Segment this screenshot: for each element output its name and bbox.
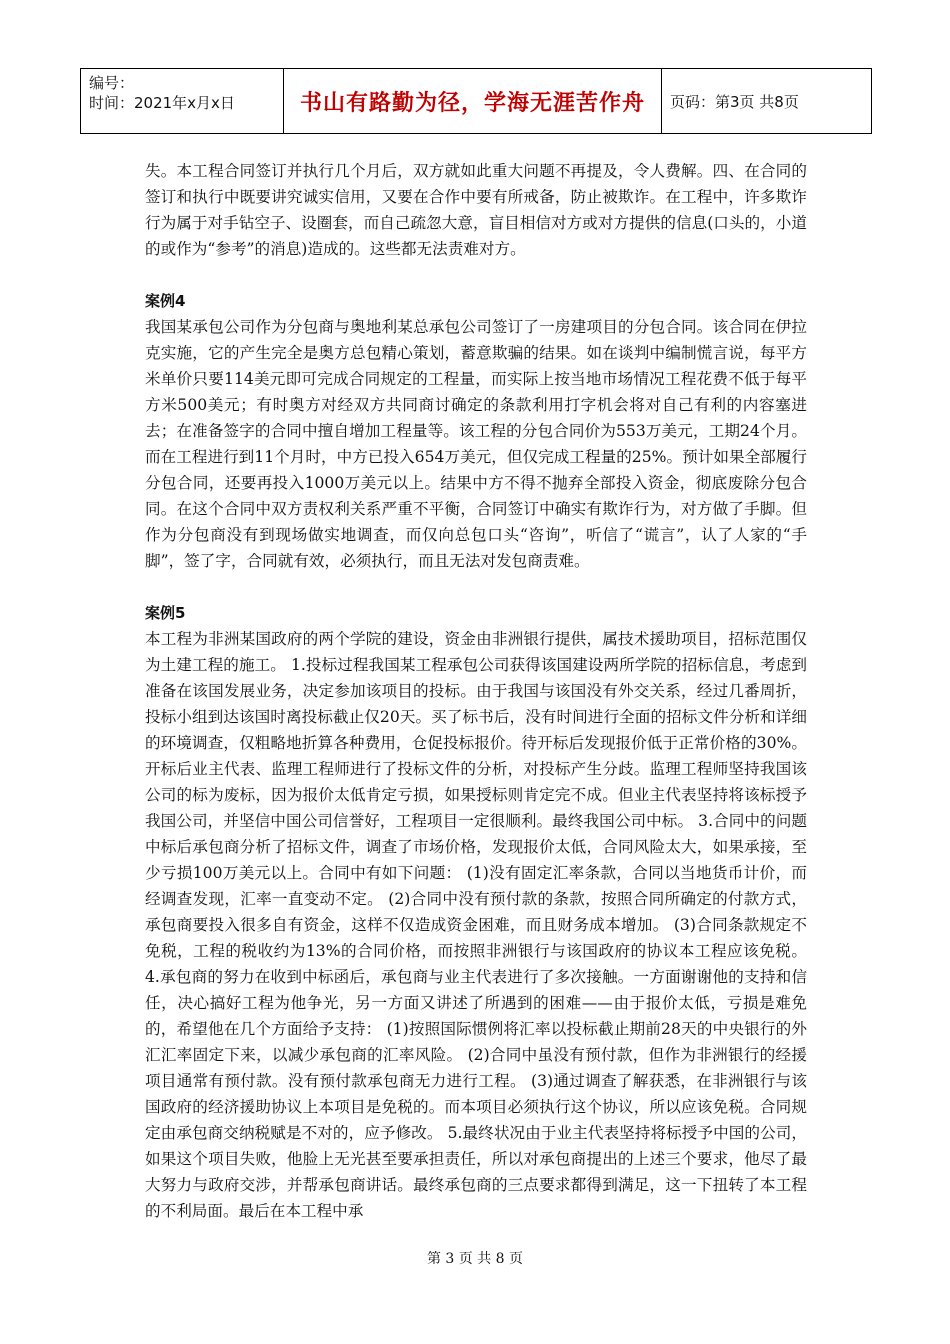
header-motto-cell <box>284 69 662 133</box>
header-meta-cell <box>81 69 284 133</box>
header-page-info: 页码：第3页 共8页 <box>670 92 799 111</box>
case5-paragraph: 本工程为非洲某国政府的两个学院的建设，资金由非洲银行提供，属技术援助项目，招标范围仅为土建工程的施工。 1.投标过程我国某工程承包公司获得该国建设两所学院的招标信息，考虑到准备在该国发展业务，决定参加该项目的投标。由于我国与该国没有外交关系，经过几番周折，投标小组到达该国时离投标截止仅20天。买了标书后，没有时间进行全面的招标文件分析和详细的环境调查，仅粗略地折算各种费用，仓促投标报价。待开标后发现报价低于正常价格的30%。开标后业主代表、监理工程师进行了投标文件的分析，对投标产生分歧。监理工程师坚持我国该公司的标为废标，因为报价太低肯定亏损，如果授标则肯定完不成。但业主代表坚持将该标授予我国公司，并坚信中国公司信誉好，工程项目一定很顺利。最终我国公司中标。 3.合同中的问题中标后承包商分析了招标文件，调查了市场价格，发现报价太低，合同风险太大，如果承接，至少亏损100万美元以上。合同中有如下问题： (1)没有固定汇率条款，合同以当地货币计价，而经调查发现，汇率一直变动不定。 (2)合同中没有预付款的条款，按照合同所确定的付款方式，承包商要投入很多自有资金，这样不仅造成资金困难，而且财务成本增加。 (3)合同条款规定不免税，工程的税收约为13%的合同价格，而按照非洲银行与该国政府的协议本工程应该免税。 4.承包商的努力在收到中标函后，承包商与业主代表进行了多次接触。一方面谢谢他的支持和信任，决心搞好工程为他争光，另一方面又讲述了所遇到的困难——由于报价太低，亏损是难免的，希望他在几个方面给予支持： (1)按照国际惯例将汇率以投标截止期前28天的中央银行的外汇汇率固定下来，以减少承包商的汇率风险。 (2)合同中虽没有预付款，但作为非洲银行的经援项目通常有预付款。没有预付款承包商无力进行工程。 (3)通过调查了解获悉，在非洲银行与该国政府的经济援助协议上本项目是免税的。而本项目必须执行这个协议，所以应该免税。合同规定由承包商交纳税赋是不对的，应予修改。 5.最终状况由于业主代表坚持将标授予中国的公司，如果这个项目失败，他脸上无光甚至要承担责任，所以对承包商提出的上述三个要求，他尽了最大努力与政府交涉，并帮承包商讲话。最终承包商的三点要求都得到满足，这一下扭转了本工程的不利局面。最后在本工程中承 <box>145 630 807 1220</box>
document-number-label: 编号： <box>89 74 135 92</box>
header-page-cell <box>662 69 871 133</box>
intro-paragraph: 失。本工程合同签订并执行几个月后，双方就如此重大问题不再提及，令人费解。四、在合同的签订和执行中既要讲究诚实信用，又要在合作中要有所戒备，防止被欺诈。在工程中，许多欺诈行为属于对手钻空子、设圈套，而自己疏忽大意，盲目相信对方或对方提供的信息(口头的，小道的或作为“参考”的消息)造成的。这些都无法责难对方。 <box>145 162 807 258</box>
case4-heading: 案例4 <box>145 292 186 310</box>
case5-heading: 案例5 <box>145 604 186 622</box>
case4-paragraph: 我国某承包公司作为分包商与奥地利某总承包公司签订了一房建项目的分包合同。该合同在伊拉克实施，它的产生完全是奥方总包精心策划，蓄意欺骗的结果。如在谈判中编制慌言说，每平方米单价只要114美元即可完成合同规定的工程量，而实际上按当地市场情况工程花费不低于每平方米500美元；有时奥方对经双方共同商讨确定的条款利用打字机会将对自己有利的内容塞进去；在准备签字的合同中擅自增加工程量等。该工程的分包合同价为553万美元，工期24个月。而在工程进行到11个月时，中方已投入654万美元，但仅完成工程量的25%。预计如果全部履行分包合同，还要再投入1000万美元以上。结果中方不得不抛弃全部投入资金，彻底废除分包合同。在这个合同中双方责权利关系严重不平衡，合同签订中确实有欺诈行为，对方做了手脚。但作为分包商没有到现场做实地调查，而仅向总包口头“咨询”，听信了“谎言”，认了人家的“手脚”，签了字，合同就有效，必须执行，而且无法对发包商责难。 <box>145 318 807 570</box>
document-body <box>145 158 807 1224</box>
section-gap <box>145 262 807 288</box>
document-date-label: 时间：2021年x月x日 <box>89 94 235 112</box>
header-motto: 书山有路勤为径，学海无涯苦作舟 <box>299 90 645 116</box>
page-footer: 第 3 页 共 8 页 <box>426 1251 524 1267</box>
section-gap <box>145 574 807 600</box>
page-header <box>80 68 872 134</box>
